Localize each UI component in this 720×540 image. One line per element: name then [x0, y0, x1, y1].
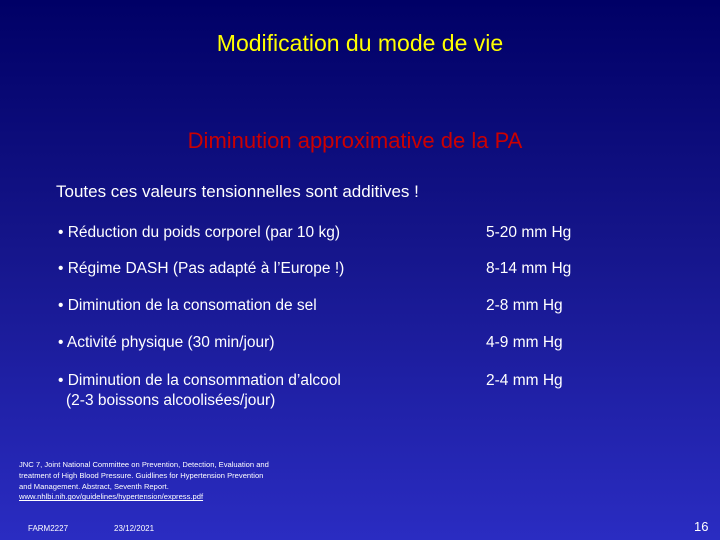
item-label: • Diminution de la consommation d’alcool — [58, 372, 341, 389]
item-value: 4-9 mm Hg — [486, 334, 563, 351]
item-label: • Activité physique (30 min/jour) — [58, 334, 275, 351]
item-value: 2-8 mm Hg — [486, 297, 563, 314]
item-label: • Réduction du poids corporel (par 10 kg) — [58, 224, 340, 241]
item-value: 2-4 mm Hg — [486, 372, 563, 389]
slide-title: Modification du mode de vie — [216, 30, 504, 56]
reference-line: JNC 7, Joint National Committee on Prevention, Detection, Evaluation and — [19, 460, 269, 469]
footer-course-code: FARM2227 — [28, 524, 69, 533]
reference-note — [19, 460, 339, 503]
reference-line: and Management. Abstract, Seventh Report. — [19, 481, 169, 491]
item-value: 5-20 mm Hg — [486, 224, 572, 241]
footer-date: 23/12/2021 — [114, 524, 155, 533]
page-number: 16 — [694, 519, 709, 534]
reference-link[interactable]: www.nhlbi.nih.gov/guidelines/hypertension/express.pdf — [19, 492, 204, 502]
intro-text: Toutes ces valeurs tensionnelles sont additives ! — [56, 182, 419, 201]
item-label-line2: (2-3 boissons alcoolisées/jour) — [66, 392, 276, 409]
slide-subtitle: Diminution approximative de la PA — [187, 128, 523, 153]
item-label-block — [58, 371, 458, 411]
item-label: • Diminution de la consomation de sel — [58, 297, 317, 314]
reference-line: treatment of High Blood Pressure. Guidlines for Hypertension Prevention — [19, 470, 264, 480]
item-label: • Régime DASH (Pas adapté à l’Europe !) — [58, 260, 345, 277]
item-value: 8-14 mm Hg — [486, 260, 572, 277]
